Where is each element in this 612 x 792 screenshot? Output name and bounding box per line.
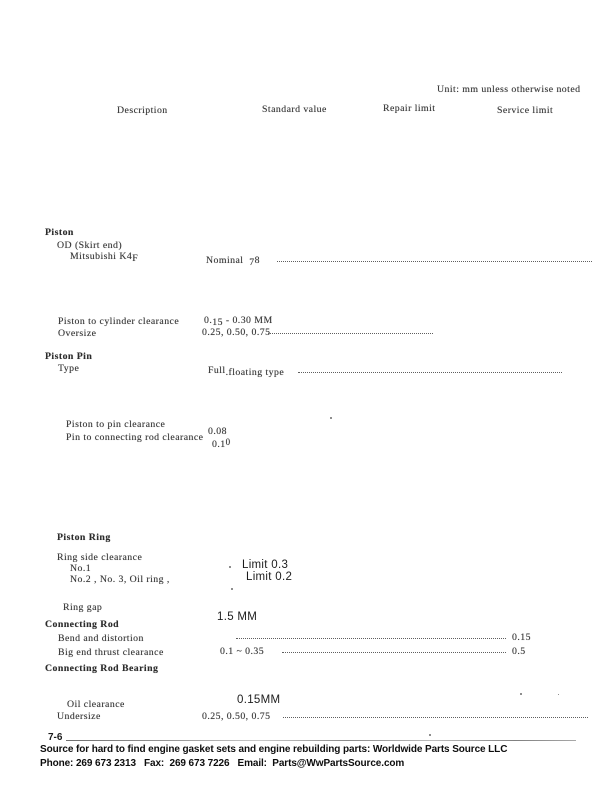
value-undersize: 0.25, 0.50, 0.75 bbox=[202, 711, 271, 722]
scan-speck bbox=[558, 694, 559, 695]
section-title-piston: Piston bbox=[45, 227, 74, 238]
value-ring-gap: 1.5 MM bbox=[217, 611, 258, 623]
column-header-description: Description bbox=[117, 105, 168, 116]
scan-speck bbox=[330, 417, 332, 419]
nominal-post: 8 bbox=[254, 255, 260, 266]
scan-speck bbox=[520, 693, 522, 695]
row-label-undersize: Undersize bbox=[57, 711, 101, 722]
clearance-sub: 15 bbox=[212, 316, 223, 328]
row-label-mitsubishi-k4f bbox=[70, 251, 138, 262]
row-label-pin-rod-clearance: Pin to connecting rod clearance bbox=[66, 432, 204, 443]
footer-contact-line: Phone: 269 673 2313 Fax: 269 673 7226 Email: Parts@WwPartsSource.com bbox=[40, 758, 405, 769]
footer-source-line: Source for hard to find engine gasket sets and engine rebuilding parts: Worldwide Parts Source LLC bbox=[40, 744, 508, 755]
column-header-service-limit: Service limit bbox=[497, 105, 554, 116]
value-bend-service-limit: 0.15 bbox=[512, 632, 531, 643]
nominal-text: Nominal bbox=[206, 255, 250, 266]
row-label-no1: No.1 bbox=[70, 563, 92, 574]
dotted-leader bbox=[277, 261, 592, 262]
mitsubishi-text: Mitsubishi K4 bbox=[70, 251, 133, 262]
scan-speck bbox=[229, 566, 231, 568]
mitsubishi-sub: F bbox=[132, 252, 139, 264]
dotted-leader bbox=[283, 717, 588, 718]
dotted-leader bbox=[282, 652, 506, 653]
row-label-piston-cylinder-clearance: Piston to cylinder clearance bbox=[58, 316, 180, 327]
scan-speck bbox=[231, 588, 233, 590]
row-label-ring-gap: Ring gap bbox=[63, 602, 103, 613]
row-label-bend-distortion: Bend and distortion bbox=[58, 633, 144, 644]
value-nominal-78 bbox=[206, 255, 260, 266]
value-no23-limit: Limit 0.2 bbox=[246, 571, 293, 583]
value-big-end-thrust: 0.1 ~ 0.35 bbox=[220, 646, 265, 657]
page-number: 7-6 bbox=[48, 732, 63, 743]
rod-clearance-p1: 0.1 bbox=[212, 439, 226, 450]
row-label-no2-no3-oil-ring: No.2 , No. 3, Oil ring , bbox=[70, 574, 170, 585]
dotted-leader bbox=[298, 372, 562, 373]
value-full-floating-type bbox=[208, 367, 284, 378]
section-title-piston-ring: Piston Ring bbox=[57, 532, 111, 543]
section-title-rod-bearing: Connecting Rod Bearing bbox=[45, 663, 159, 674]
row-label-od-skirt-end: OD (Skirt end) bbox=[57, 240, 123, 251]
value-piston-pin-clearance: 0.08 bbox=[208, 426, 227, 437]
row-label-oil-clearance: Oil clearance bbox=[67, 699, 125, 710]
value-no1-limit: Limit 0.3 bbox=[242, 559, 289, 571]
clearance-p3: - 0.30 MM bbox=[222, 315, 273, 326]
value-oil-clearance: 0.15MM bbox=[237, 694, 281, 706]
row-label-ring-side-clearance: Ring side clearance bbox=[57, 552, 143, 563]
value-pin-rod-clearance bbox=[212, 436, 231, 450]
scan-speck bbox=[429, 734, 431, 736]
dotted-leader bbox=[236, 638, 506, 639]
section-title-piston-pin: Piston Pin bbox=[45, 351, 93, 362]
row-label-piston-pin-clearance: Piston to pin clearance bbox=[66, 419, 166, 430]
value-thrust-service-limit: 0.5 bbox=[512, 646, 526, 657]
row-label-type: Type bbox=[58, 363, 80, 374]
row-label-oversize: Oversize bbox=[58, 328, 97, 339]
value-piston-cylinder-clearance bbox=[204, 315, 273, 326]
column-header-repair-limit: Repair limit bbox=[383, 103, 436, 114]
nominal-sub: 7 bbox=[249, 256, 255, 268]
unit-note: Unit: mm unless otherwise noted bbox=[437, 84, 581, 95]
column-header-standard-value: Standard value bbox=[262, 104, 327, 115]
footer-rule bbox=[66, 740, 576, 741]
dotted-leader bbox=[268, 333, 433, 334]
value-oversize: 0.25, 0.50, 0.75 bbox=[202, 327, 271, 338]
row-label-big-end-thrust: Big end thrust clearance bbox=[58, 647, 164, 658]
type-p1: Full bbox=[208, 365, 226, 377]
clearance-p1: 0. bbox=[204, 315, 213, 326]
section-title-connecting-rod: Connecting Rod bbox=[45, 619, 120, 630]
rod-clearance-sup: 0 bbox=[225, 436, 231, 447]
type-p2: .floating type bbox=[225, 367, 285, 378]
